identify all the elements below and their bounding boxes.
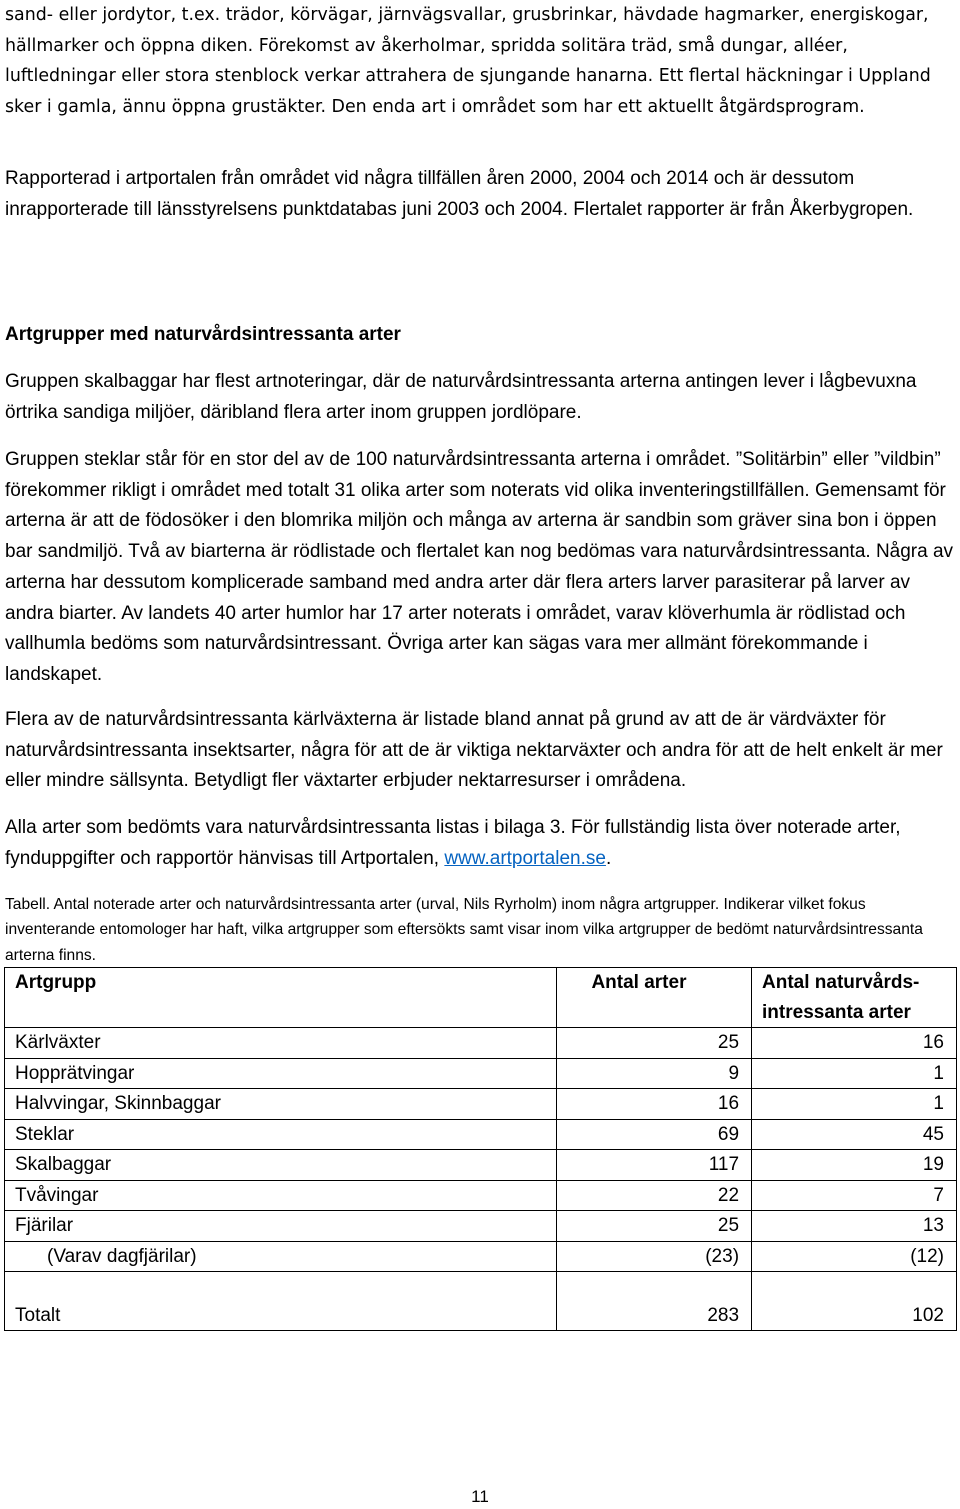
row-count: 117 xyxy=(557,1150,752,1181)
plants-paragraph: Flera av de naturvårdsintressanta kärlväxterna är listade bland annat på grund av att de är värdväxter för naturvårdsintressanta insektsarter, några för att de är viktiga nektarväxter och andra för att de helt enkelt är mer eller mindre sällsynta. Betydligt fler växtarter erbjuder nektarresurser i områdena. xyxy=(5,709,943,792)
row-count: 9 xyxy=(557,1058,752,1089)
table-row xyxy=(5,1058,957,1089)
intro-paragraph: sand- eller jordytor, t.ex. trädor, körvägar, järnvägsvallar, grusbrinkar, hävdade hagmarker, energiskogar, hällmarker och öppna diken. Förekomst av åkerholmar, spridda solitära träd, små dungar, alléer, luftledningar eller stora stenblock verkar attrahera de sjungande hanarna. Ett flertal häckningar i Uppland sker i gamla, ännu öppna grustäkter. Den enda art i området som har ett aktuellt åtgärdsprogram. xyxy=(5,5,931,117)
table-row xyxy=(5,1089,957,1120)
row-group: Kärlväxter xyxy=(5,1028,557,1059)
header-count: Antal arter xyxy=(557,968,752,1028)
section-heading: Artgrupper med naturvårdsintressanta arter xyxy=(5,324,401,345)
header-interesting-line1: Antal naturvårds- xyxy=(762,972,920,993)
row-count: 22 xyxy=(557,1180,752,1211)
table-row xyxy=(5,1028,957,1059)
row-count: 25 xyxy=(557,1211,752,1242)
row-interesting: 13 xyxy=(752,1211,957,1242)
total-label: Totalt xyxy=(5,1272,557,1331)
row-interesting: (12) xyxy=(752,1241,957,1272)
row-count: 16 xyxy=(557,1089,752,1120)
table-total-row xyxy=(5,1272,957,1331)
row-interesting: 16 xyxy=(752,1028,957,1059)
row-group: Tvåvingar xyxy=(5,1180,557,1211)
artportalen-link[interactable]: www.artportalen.se xyxy=(444,847,606,869)
row-group: Steklar xyxy=(5,1119,557,1150)
table-row xyxy=(5,1150,957,1181)
appendix-paragraph xyxy=(5,813,957,874)
row-interesting: 7 xyxy=(752,1180,957,1211)
row-group: Hopprätvingar xyxy=(5,1058,557,1089)
bees-paragraph: Gruppen steklar står för en stor del av de 100 naturvårdsintressanta arterna i området. ”Solitärbin” eller ”vildbin” förekommer rikligt i området med totalt 31 olika arter som noterats vid olika inventeringstillfällen. Gemensamt för arterna är att de födosöker i den blomrika miljön och många av arterna är sandbin som gräver sina bon i öppen bar sandmiljö. Två av biarterna är rödlistade och flertalet kan nog bedömas vara naturvårdsintressanta. Några av arterna har dessutom komplicerade samband med andra arter där flera arters larver parasiterar på larver av andra biarter. Av landets 40 arter humlor har 17 arter noterats i området, varav klöverhumla är rödlistad och vallhumla bedöms som naturvårdsintressant. Övriga arter kan sägas vara mer allmänt förekommande i landskapet. xyxy=(5,449,954,685)
total-interesting: 102 xyxy=(752,1272,957,1331)
table-row xyxy=(5,1241,957,1272)
header-interesting xyxy=(752,968,957,1028)
table-row xyxy=(5,1211,957,1242)
row-count: 25 xyxy=(557,1028,752,1059)
header-interesting-line2: intressanta arter xyxy=(762,1001,911,1023)
row-group: Fjärilar xyxy=(5,1211,557,1242)
row-count: 69 xyxy=(557,1119,752,1150)
beetles-paragraph: Gruppen skalbaggar har flest artnoteringar, där de naturvårdsintressanta arterna antingen lever i lågbevuxna örtrika sandiga miljöer, däribland flera arter inom gruppen jordlöpare. xyxy=(5,371,917,423)
appendix-end: . xyxy=(605,847,612,869)
page-number: 11 xyxy=(471,1487,489,1506)
row-count: (23) xyxy=(557,1241,752,1272)
species-table xyxy=(4,967,957,1331)
table-caption: Tabell. Antal noterade arter och naturvårdsintressanta arter (urval, Nils Ryrholm) inom några artgrupper. Indikerar vilket fokus inventerande entomologer har haft, vilka artgrupper som eftersökts samt visar inom vilka artgrupper de bedömt naturvårdsintressanta arterna finns. xyxy=(5,896,923,964)
row-group: Skalbaggar xyxy=(5,1150,557,1181)
table-row xyxy=(5,1180,957,1211)
header-group: Artgrupp xyxy=(5,968,557,1028)
table-row xyxy=(5,1119,957,1150)
total-count: 283 xyxy=(557,1272,752,1331)
appendix-text: Alla arter som bedömts vara naturvårdsintressanta listas i bilaga 3. För fullständig lista över noterade arter, fynduppgifter och rapportör hänvisas till Artportalen, xyxy=(5,817,901,869)
row-interesting: 45 xyxy=(752,1119,957,1150)
row-interesting: 1 xyxy=(752,1058,957,1089)
row-interesting: 19 xyxy=(752,1150,957,1181)
table-header-row xyxy=(5,968,957,1028)
row-group: (Varav dagfjärilar) xyxy=(5,1241,557,1272)
report-paragraph: Rapporterad i artportalen från området vid några tillfällen åren 2000, 2004 och 2014 och är dessutom inrapporterade till länsstyrelsens punktdatabas juni 2003 och 2004. Flertalet rapporter är från Åkerbygropen. xyxy=(5,168,914,220)
row-interesting: 1 xyxy=(752,1089,957,1120)
row-group: Halvvingar, Skinnbaggar xyxy=(5,1089,557,1120)
